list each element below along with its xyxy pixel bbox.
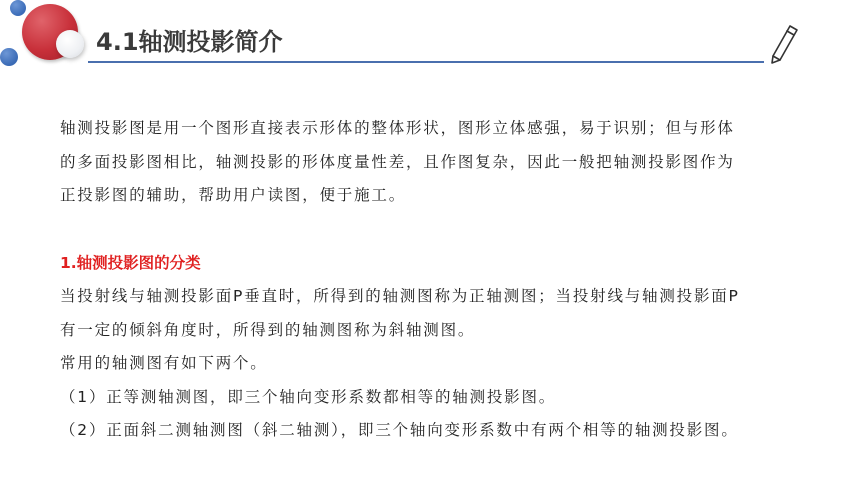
decorative-blue-dot-top xyxy=(10,0,26,16)
section-line-3: 常用的轴测图有如下两个。 xyxy=(60,354,268,372)
slide-body xyxy=(60,112,830,448)
intro-line-1: 轴测投影图是用一个图形直接表示形体的整体形状，图形立体感强，易于识别；但与形体 xyxy=(60,119,735,137)
decorative-blue-dot-bottom xyxy=(0,48,18,66)
intro-line-3: 正投影图的辅助，帮助用户读图，便于施工。 xyxy=(60,186,407,204)
paragraph-spacer xyxy=(60,213,830,247)
section-line-2: 有一定的倾斜角度时，所得到的轴测图称为斜轴测图。 xyxy=(60,320,476,339)
title-underline xyxy=(88,61,764,63)
pen-icon xyxy=(766,22,802,66)
list-item-1: （1）正等测轴测图，即三个轴向变形系数都相等的轴测投影图。 xyxy=(60,387,557,406)
intro-line-2: 的多面投影图相比，轴测投影的形体度量性差，且作图复杂，因此一般把轴测投影图作为 xyxy=(60,152,735,171)
list-item-2: （2）正面斜二测轴测图（斜二轴测），即三个轴向变形系数中有两个相等的轴测投影图。 xyxy=(60,421,739,439)
section-heading: 1.轴测投影图的分类 xyxy=(60,253,201,272)
page-title: 4.1轴测投影简介 xyxy=(96,28,283,56)
decorative-white-circle xyxy=(56,30,84,58)
section-line-1: 当投射线与轴测投影面P垂直时，所得到的轴测图称为正轴测图；当投射线与轴测投影面P xyxy=(60,287,740,305)
